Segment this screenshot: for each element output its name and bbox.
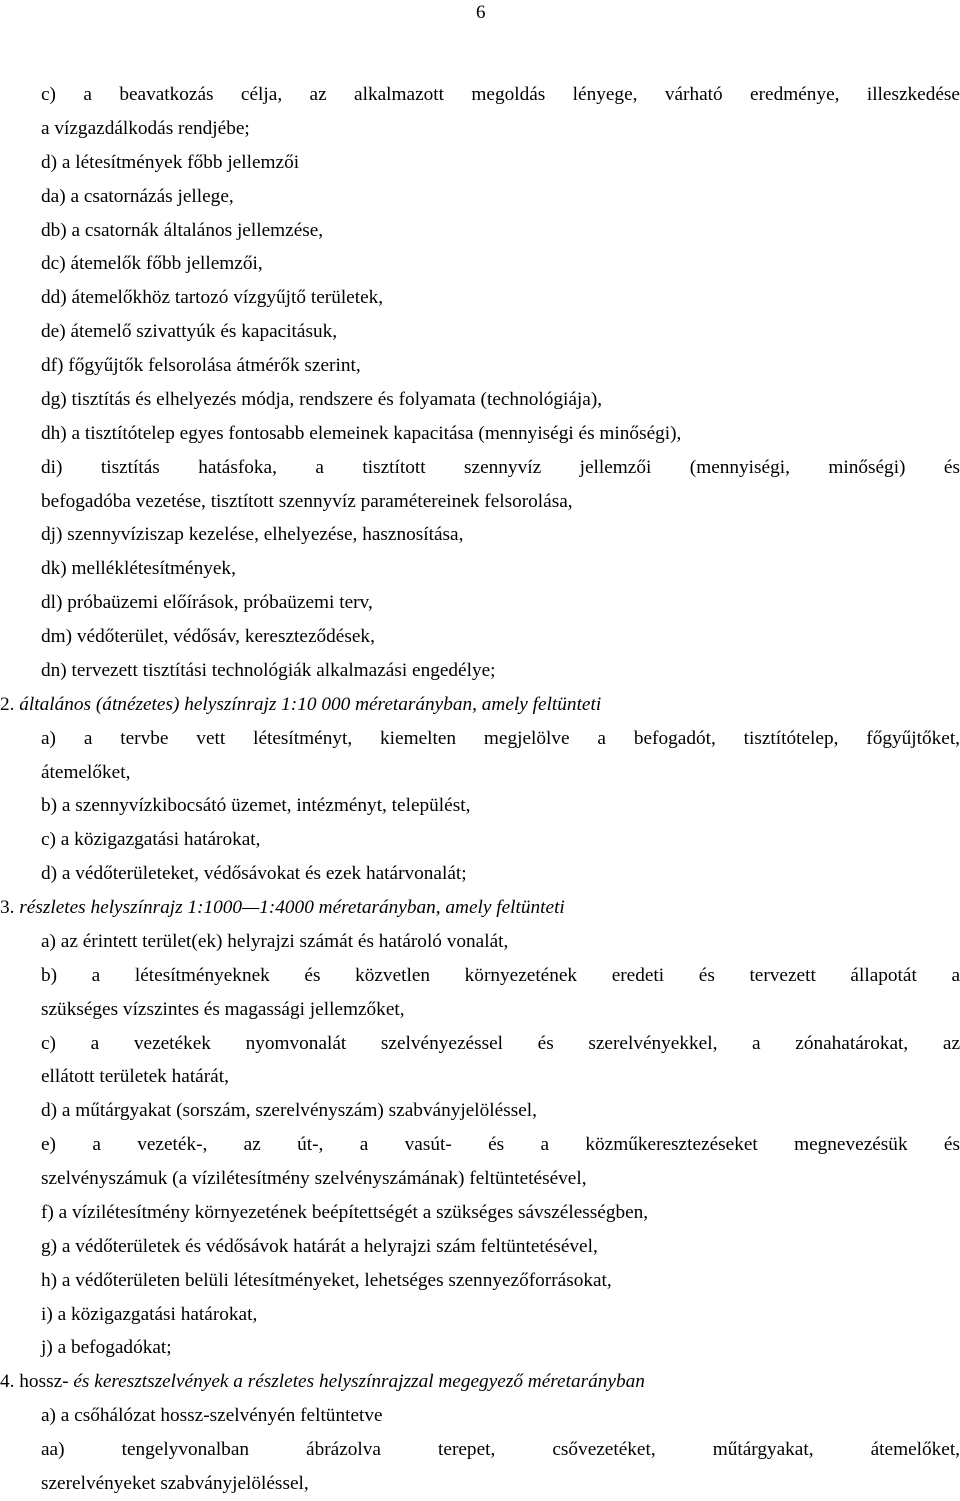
section-heading bbox=[0, 891, 960, 925]
section-title-lead: hossz- bbox=[19, 1371, 74, 1393]
text-line: d) a műtárgyakat (sorszám, szerelvényszám) szabványjelöléssel, bbox=[41, 1100, 537, 1122]
text-line: i) a közigazgatási határokat, bbox=[41, 1303, 258, 1325]
text-line: dd) átemelőkhöz tartozó vízgyűjtő területek, bbox=[41, 287, 384, 309]
page-number: 6 bbox=[476, 2, 486, 23]
text-line: f) a vízilétesítmény környezetének beépítettségét a szükséges sávszélességben, bbox=[41, 1201, 649, 1223]
text-line: dn) tervezett tisztítási technológiák alkalmazási engedélye; bbox=[41, 659, 496, 681]
text-line: j) a befogadókat; bbox=[41, 1337, 172, 1359]
text-line: dc) átemelők főbb jellemzői, bbox=[41, 253, 263, 275]
section-number: 2. bbox=[0, 693, 20, 715]
section-number: 3. bbox=[0, 897, 20, 918]
text-line: g) a védőterületek és védősávok határát a helyrajzi szám feltüntetésével, bbox=[41, 1235, 598, 1257]
text-line: c) a közigazgatási határokat, bbox=[41, 829, 261, 851]
text-line: a) az érintett terület(ek) helyrajzi számát és határoló vonalát, bbox=[41, 930, 509, 952]
section-number: 4. bbox=[0, 1371, 20, 1393]
text-line: dl) próbaüzemi előírások, próbaüzemi terv, bbox=[41, 592, 373, 614]
text-line: szükséges vízszintes és magassági jellemzőket, bbox=[41, 998, 405, 1020]
section-title: részletes helyszínrajz 1:1000—1:4000 méretarányban, amely feltünteti bbox=[19, 897, 565, 918]
text-line: dm) védőterület, védősáv, kereszteződések, bbox=[41, 626, 375, 647]
text-line: c) a vezetékek nyomvonalát szelvényezéssel és szerelvényekkel, a zónahatárokat, az bbox=[41, 1032, 960, 1054]
text-line: átemelőket, bbox=[41, 761, 131, 783]
text-line: de) átemelő szivattyúk és kapacitásuk, bbox=[41, 321, 338, 343]
text-line: d) a védőterületeket, védősávokat és ezek határvonalát; bbox=[41, 863, 467, 885]
text-line: a vízgazdálkodás rendjébe; bbox=[41, 117, 250, 139]
text-line: db) a csatornák általános jellemzése, bbox=[41, 219, 324, 241]
text-line: a) a tervbe vett létesítményt, kiemelten megjelölve a befogadót, tisztítótelep, főgyűjtőket, bbox=[41, 727, 960, 749]
section-title: és keresztszelvények a részletes helyszínrajzzal megegyező méretarányban bbox=[73, 1371, 645, 1393]
text-line: a) a csőhálózat hossz-szelvényén feltüntetve bbox=[41, 1405, 383, 1427]
text-line: b) a szennyvízkibocsátó üzemet, intézményt, települést, bbox=[41, 795, 471, 817]
text-line: szerelvényeket szabványjelöléssel, bbox=[41, 1472, 309, 1494]
text-line: da) a csatornázás jellege, bbox=[41, 185, 234, 207]
section-title: általános (átnézetes) helyszínrajz 1:10 000 méretarányban, amely feltünteti bbox=[19, 693, 602, 715]
document-body bbox=[0, 78, 960, 1501]
text-line: dh) a tisztítótelep egyes fontosabb elemeinek kapacitása (mennyiségi és minőségi), bbox=[41, 422, 682, 444]
text-line: dk) melléklétesítmények, bbox=[41, 558, 236, 580]
text-line: b) a létesítményeknek és közvetlen környezetének eredeti és tervezett állapotát a bbox=[41, 964, 960, 986]
text-line: ellátott területek határát, bbox=[41, 1066, 229, 1088]
text-line: dg) tisztítás és elhelyezés módja, rendszere és folyamata (technológiája), bbox=[41, 388, 603, 410]
text-line: h) a védőterületen belüli létesítményeket, lehetséges szennyezőforrásokat, bbox=[41, 1269, 612, 1291]
section-heading bbox=[0, 688, 960, 722]
text-line: aa) tengelyvonalban ábrázolva terepet, csővezetéket, műtárgyakat, átemelőket, bbox=[41, 1439, 960, 1460]
text-line: szelvényszámuk (a vízilétesítmény szelvényszámának) feltüntetésével, bbox=[41, 1168, 587, 1189]
section-heading bbox=[0, 1365, 960, 1399]
text-line: dj) szennyvíziszap kezelése, elhelyezése, hasznosítása, bbox=[41, 524, 464, 546]
text-line: e) a vezeték-, az út-, a vasút- és a közműkeresztezéseket megnevezésük és bbox=[41, 1134, 960, 1156]
text-line: befogadóba vezetése, tisztított szennyvíz paramétereinek felsorolása, bbox=[41, 490, 573, 512]
text-line: c) a beavatkozás célja, az alkalmazott megoldás lényege, várható eredménye, illeszkedése bbox=[41, 84, 960, 105]
text-line: di) tisztítás hatásfoka, a tisztított szennyvíz jellemzői (mennyiségi, minőségi) és bbox=[41, 456, 960, 478]
text-line: d) a létesítmények főbb jellemzői bbox=[41, 151, 300, 173]
text-line: df) főgyűjtők felsorolása átmérők szerint, bbox=[41, 355, 361, 376]
